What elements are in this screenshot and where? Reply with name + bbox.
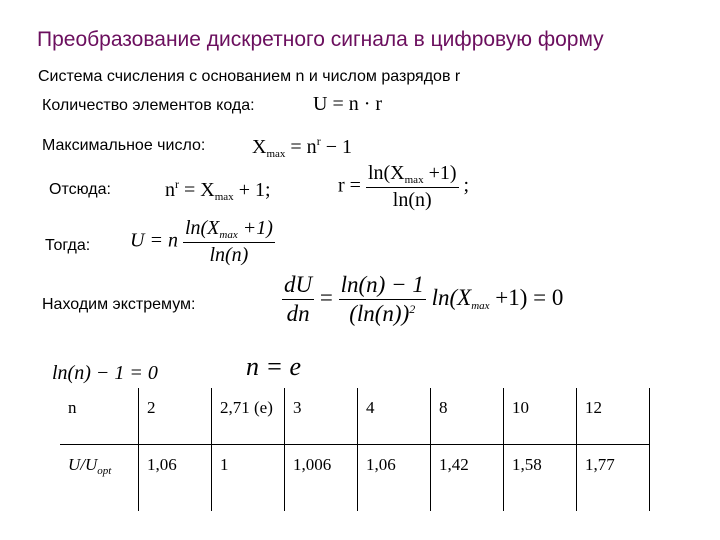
formula-ext-rhs: ln(X (431, 284, 472, 310)
formula-extremum (282, 272, 563, 327)
page-title: Преобразование дискретного сигнала в цифровую форму (37, 28, 604, 51)
table-header-ratio-text: U/U (68, 455, 98, 474)
formula-max-x: X (252, 136, 267, 158)
formula-nr-tail: + 1; (238, 179, 271, 201)
formula-nr-n: n (165, 179, 175, 201)
formula-nr-sub: max (214, 191, 234, 203)
table-cell: 1,006 (285, 445, 358, 512)
formula-nr (165, 177, 271, 203)
extremum-label: Находим экстремум: (42, 296, 196, 313)
table-cell: 1 (212, 445, 285, 512)
table-cell: 1,77 (577, 445, 650, 512)
then-label: Тогда: (45, 237, 91, 254)
results-table (60, 388, 650, 511)
formula-r-num: ln(X (367, 162, 405, 184)
formula-max-exp: r (316, 134, 321, 148)
formula-r-semicolon: ; (463, 174, 470, 197)
formula-r-fraction (366, 162, 459, 212)
formula-then-num-tail: +1) (242, 217, 273, 239)
formula-then (130, 217, 275, 267)
hence-label: Отсюда: (49, 181, 111, 198)
formula-max-number (252, 134, 352, 160)
formula-then-left: U = n (130, 229, 178, 252)
formula-ext-fraction (339, 272, 426, 327)
formula-then-num: ln(X (184, 217, 220, 239)
formula-ext-rhs-sub: max (471, 299, 490, 312)
formula-nr-eq: = X (184, 179, 215, 201)
formula-then-den: ln(n) (209, 244, 249, 266)
formula-result: n = e (246, 352, 302, 381)
formula-max-sub: max (266, 148, 286, 160)
formula-dn: dn (286, 301, 310, 326)
formula-ext-den-exp: 2 (409, 302, 416, 316)
formula-ext-rhs-tail: +1) = 0 (495, 284, 564, 310)
table-cell: 10 (504, 388, 577, 445)
table-cell: 1,06 (358, 445, 431, 512)
table-header-ratio (60, 445, 139, 512)
formula-r-left: r = (338, 174, 361, 197)
formula-ext-num: ln(n) − 1 (339, 272, 426, 300)
formula-du: dU (282, 272, 314, 300)
formula-then-num-sub: max (219, 229, 238, 241)
table-cell: 2 (139, 388, 212, 445)
table-cell: 1,06 (139, 445, 212, 512)
formula-r (338, 162, 469, 212)
formula-max-tail: − 1 (325, 136, 352, 158)
table-cell: 12 (577, 388, 650, 445)
formula-nr-exp: r (175, 177, 179, 191)
table-header-n: n (60, 388, 139, 445)
table-cell: 1,58 (504, 445, 577, 512)
formula-ext-den: (ln(n)) (349, 301, 410, 326)
code-count-label: Количество элементов кода: (42, 97, 255, 114)
formula-then-fraction (183, 217, 275, 267)
table-row-n (60, 388, 650, 445)
formula-derivative (282, 272, 314, 327)
formula-r-den: ln(n) (392, 189, 432, 211)
formula-r-num-tail: +1) (428, 162, 457, 184)
table-cell: 1,42 (431, 445, 504, 512)
max-number-label: Максимальное число: (42, 137, 206, 154)
table-row-ratio (60, 445, 650, 512)
table-cell: 3 (285, 388, 358, 445)
table-cell: 8 (431, 388, 504, 445)
formula-code-count: U = n · r (313, 93, 383, 115)
table-cell: 2,71 (e) (212, 388, 285, 445)
formula-r-num-sub: max (404, 174, 424, 186)
formula-max-rhs: = n (290, 136, 317, 158)
subtitle: Система счисления с основанием n и числом разрядов r (38, 68, 461, 85)
table-header-ratio-sub: opt (97, 465, 112, 477)
table-cell: 4 (358, 388, 431, 445)
formula-condition: ln(n) − 1 = 0 (52, 362, 158, 384)
formula-ext-eq: = (319, 284, 333, 310)
